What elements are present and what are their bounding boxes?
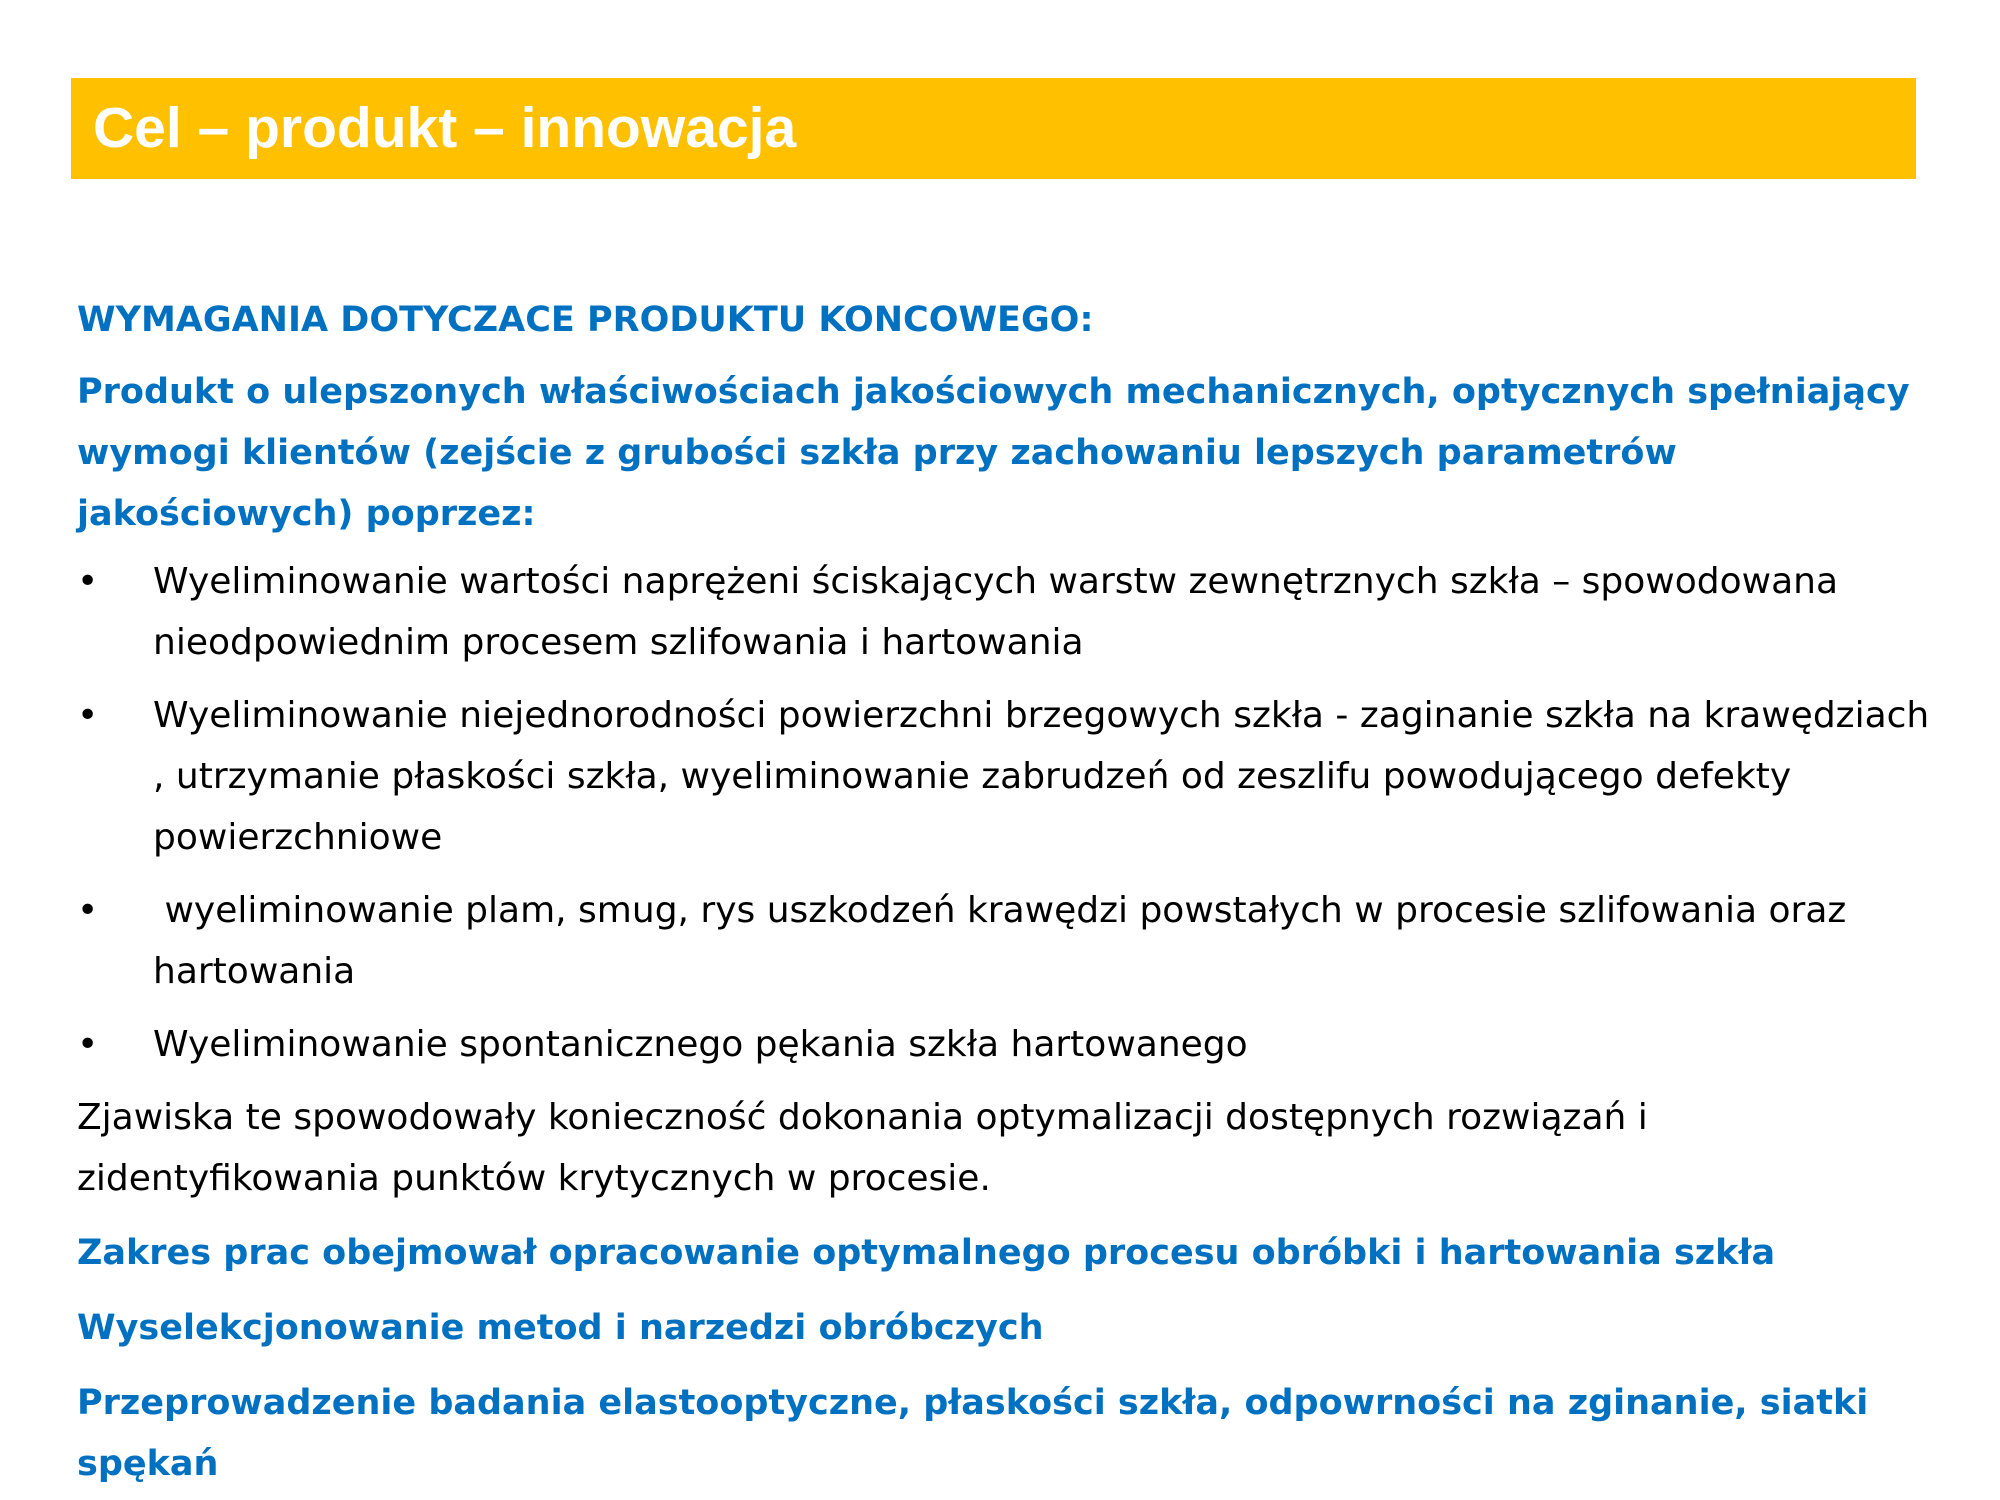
slide-content — [77, 290, 1947, 1495]
requirements-list — [77, 551, 1947, 1075]
selection-text: Wyselekcjonowanie metod i narzedzi obróbczych — [77, 1308, 1044, 1348]
bullet-icon: • — [77, 561, 99, 602]
requirements-heading: WYMAGANIA DOTYCZACE PRODUKTU KONCOWEGO: — [77, 300, 1094, 340]
bullet-icon: • — [77, 890, 99, 931]
conclusion-text: Zjawiska te spowodowały konieczność dokonania optymalizacji dostępnych rozwiązań i zidentyfikowania punktów krytycznych w procesie. — [77, 1097, 1648, 1199]
list-item — [77, 551, 1947, 673]
list-item-text: wyeliminowanie plam, smug, rys uszkodzeń krawędzi powstałych w procesie szlifowania oraz hartowania — [153, 890, 1858, 992]
bullet-icon: • — [77, 695, 99, 736]
slide-title: Cel – produkt – innowacja — [93, 96, 797, 160]
product-intro: Produkt o ulepszonych właściwościach jakościowych mechanicznych, optycznych spełniający wymogi klientów (zejście z grubości szkła przy zachowaniu lepszych parametrów jakościowych) poprzez: — [77, 372, 1910, 534]
list-item — [77, 1014, 1947, 1075]
list-item — [77, 685, 1947, 868]
list-item-text: Wyeliminowanie niejednorodności powierzchni brzegowych szkła - zaginanie szkła na krawędziach , utrzymanie płaskości szkła, wyeliminowanie zabrudzeń od zeszlifu powodującego defekty powierzchniowe — [153, 695, 1930, 858]
list-item-text: Wyeliminowanie spontanicznego pękania szkła hartowanego — [153, 1024, 1248, 1065]
research-text: Przeprowadzenie badania elastooptyczne, płaskości szkła, odpowrności na zginanie, siatki spękań — [77, 1383, 1869, 1484]
list-item — [77, 880, 1947, 1002]
scope-text: Zakres prac obejmował opracowanie optymalnego procesu obróbki i hartowania szkła — [77, 1233, 1776, 1273]
bullet-icon: • — [77, 1024, 99, 1065]
list-item-text: Wyeliminowanie wartości naprężeni ściskających warstw zewnętrznych szkła – spowodowana nieodpowiednim procesem szlifowania i hartowania — [153, 561, 1839, 663]
title-bar — [71, 78, 1916, 179]
